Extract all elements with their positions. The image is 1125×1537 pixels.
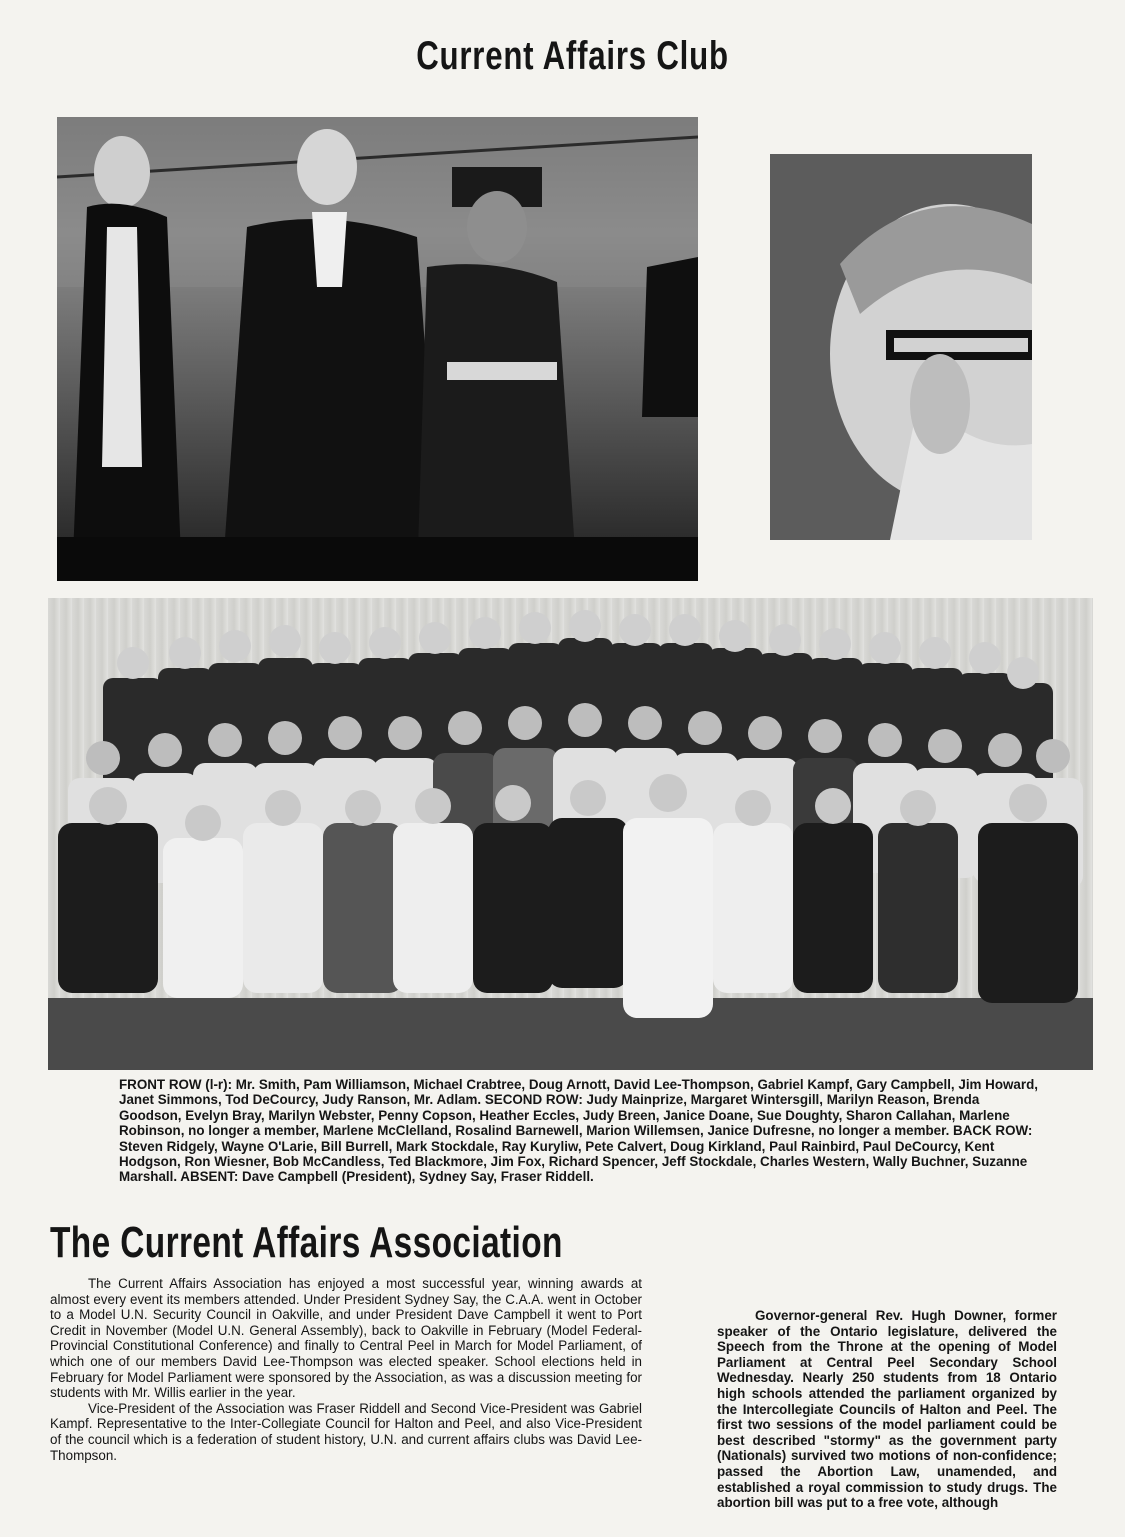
group-photo [48,598,1093,1070]
ceremony-photo-illustration [57,117,698,581]
page-title: Current Affairs Club [416,34,729,78]
left-paragraph-2: Vice-President of the Association was Fraser Riddell and Second Vice-President was Gabriel Kampf. Representative to the Inter-Collegiate Council for Halton and Peel, and also Vice-President of the council which is a federation of student history, U.N. and current affairs clubs was David Lee-Thompson. [50,1400,642,1463]
photo-caption: FRONT ROW (l-r): Mr. Smith, Pam Williamson, Michael Crabtree, Doug Arnott, David Lee-Thompson, Gabriel Kampf, Gary Campbell, Jim Howard, Janet Simmons, Tod DeCourcy, Judy Ranson, Mr. Adlam. SECOND ROW: Judy Mainprize, Margaret Wintersgill, Marilyn Reason, Brenda Goodson, Evelyn Bray, Marilyn Webster, Penny Copson, Heather Eccles, Judy Breen, Janice Doane, Sue Doughty, Sharon Callahan, Marlene Robinson, no longer a member, Marlene McClelland, Rosalind Barnewell, Marion Willemsen, Janice Dufresne, no longer a member. BACK ROW: Steven Ridgely, Wayne O'Larie, Bill Burrell, Mark Stockdale, Ray Kuryliw, Pete Calvert, Doug Kirkland, Paul Rainbird, Paul DeCourcy, Kent Hodgson, Ron Wiesner, Bob McCandless, Ted Blackmore, Jim Fox, Richard Spencer, Jeff Stockdale, Charles Western, Wally Buchner, Suzanne Marshall. ABSENT: Dave Campbell (President), Sydney Say, Fraser Riddell. [119,1077,1038,1185]
ceremony-photo [57,117,698,581]
group-photo-illustration [48,598,1093,1070]
portrait-photo [770,154,1032,540]
article-left-column [50,1276,642,1463]
right-paragraph-1: Governor-general Rev. Hugh Downer, former speaker of the Ontario legislature, delivered the Speech from the Throne at the opening of Model Parliament at Central Peel Secondary School Wednesday. Nearly 250 students from 18 Ontario high schools attended the parliament organized by the Intercollegiate Councils of Halton and Peel. The first two sessions of the model parliament could be best described "stormy" as the government party (Nationals) survived two motions of non-confidence; passed the Abortion Law, unamended, and established a royal commission to study drugs. The abortion bill was put to a free vote, although [717,1308,1057,1511]
portrait-photo-illustration [770,154,1032,540]
article-right-column [717,1308,1057,1511]
left-paragraph-1: The Current Affairs Association has enjoyed a most successful year, winning awards at almost every event its members attended. Under President Sydney Say, the C.A.A. went in October to a Model U.N. Security Council in Oakville, and under President Dave Campbell it went to Port Credit in November (Model U.N. General Assembly), back to Oakville in February (Model Federal-Provincial Constitutional Conference) and finally to Central Peel in March for Model Parliament, of which one of our members David Lee-Thompson was elected speaker. School elections held in February for Model Parliament were sponsored by the Association, as was a discussion meeting for students with Mr. Willis earlier in the year. [50,1276,642,1401]
section-heading: The Current Affairs Association [50,1218,563,1267]
